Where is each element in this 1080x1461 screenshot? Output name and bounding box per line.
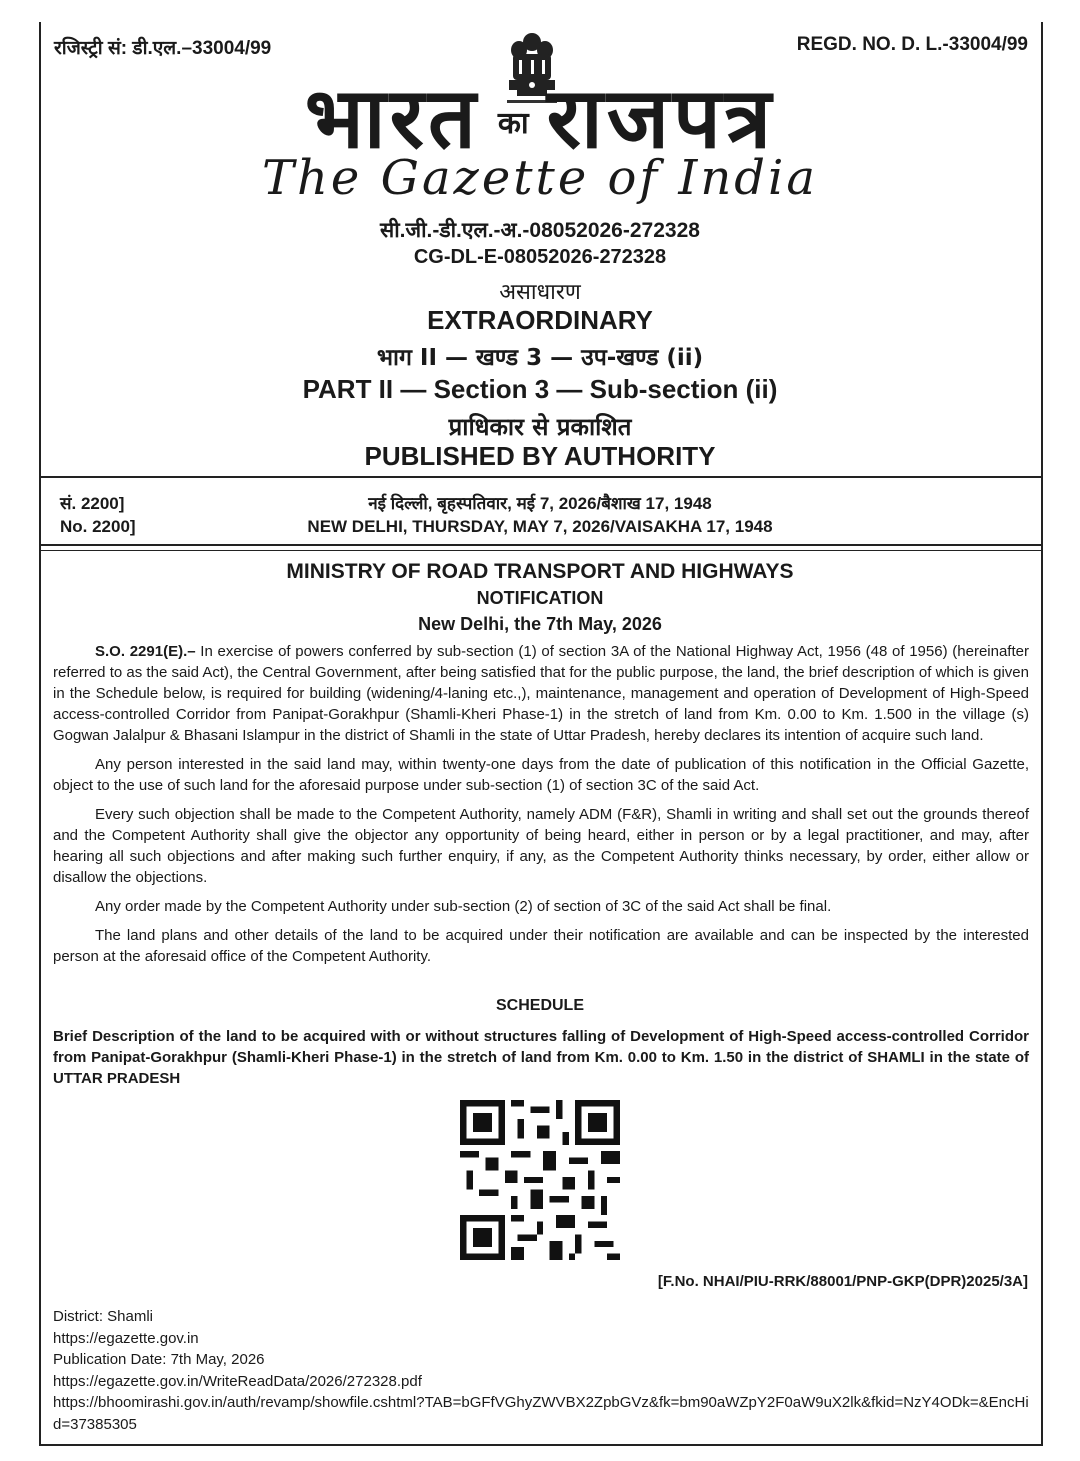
gazette-title-english: The Gazette of India — [262, 150, 818, 206]
paragraph-1 — [53, 641, 1029, 746]
issue-number-hindi: सं. 2200] — [60, 494, 125, 513]
file-number: [F.No. NHAI/PIU-RRK/88001/PNP-GKP(DPR)2025/3A] — [657, 1273, 1028, 1290]
published-by-authority: PUBLISHED BY AUTHORITY — [364, 441, 716, 471]
part-section: PART II — Section 3 — Sub-section (ii) — [302, 374, 778, 404]
paragraph-2: Any person interested in the said land may, within twenty-one days from the date of publication of this notification in the Official Gazette, object to the use of such land for the aforesaid purpose under sub-section (1) of section 3C of the said Act. — [53, 756, 1029, 794]
title-rajpatra: राजपत्र — [546, 69, 776, 167]
extraordinary-label: EXTRAORDINARY — [427, 305, 653, 335]
title-ka: का — [497, 106, 529, 142]
footer-district: District: Shamli — [53, 1308, 154, 1325]
part-section-hindi: भाग II — खण्ड 3 — उप-खण्ड (ii) — [376, 345, 704, 371]
issue-date: NEW DELHI, THURSDAY, MAY 7, 2026/VAISAKHA 17, 1948 — [307, 517, 773, 536]
extraordinary-hindi: असाधारण — [499, 280, 581, 305]
paragraph-5: The land plans and other details of the land to be acquired under their notification are available and can be inspected by the interested person at the aforesaid office of the Competent Authority. — [53, 927, 1029, 965]
registry-number: REGD. NO. D. L.-33004/99 — [796, 34, 1028, 55]
registry-number-hindi: रजिस्ट्री सं: डी.एल.–33004/99 — [54, 38, 272, 59]
qr-code-icon — [460, 1100, 620, 1260]
paragraph-4: Any order made by the Competent Authority under sub-section (2) of section of 3C of the said Act shall be final. — [95, 898, 832, 915]
issue-number: No. 2200] — [60, 517, 136, 536]
paragraph-3: Every such objection shall be made to the Competent Authority, namely ADM (F&R), Shamli in writing and shall set out the grounds thereof and the Competent Authority shall give the objector any opportunity of being heard, either in person or by a legal practitioner, and may, after hearing all such objections and after making such further enquiry, if any, as the Competent Authority thinks necessary, by order, either allow or disallow the objections. — [53, 806, 1029, 886]
title-bharat: भारत — [304, 69, 480, 167]
footer-publication-date: Publication Date: 7th May, 2026 — [53, 1351, 265, 1368]
issue-divider-top — [39, 544, 1043, 546]
notification-place-date: New Delhi, the 7th May, 2026 — [418, 614, 662, 634]
footer-pdf-link[interactable]: https://egazette.gov.in/WriteReadData/2026/272328.pdf — [53, 1372, 422, 1390]
paragraph-1-text: In exercise of powers conferred by sub-section (1) of section 3A of the National Highway Act, 1956 (48 of 1956) (hereinafter referred to as the said Act), the Central Government, after being satisfied that for the public purpose, the land, the brief description of which is given in the Schedule below, is required for building (widening/4-laning etc.,), maintenance, management and operation of Development of High-Speed access-controlled Corridor from Panipat-Gorakhpur (Shamli-Kheri Phase-1) in the stretch of land from Km. 0.00 to Km. 1.500 in the village (s) Gogwan Jalalpur & Bhasani Islampur in the district of Shamli in the state of Uttar Pradesh, hereby declares its intention of acquire such land. — [53, 643, 1029, 744]
schedule-description: Brief Description of the land to be acquired with or without structures falling of Development of High-Speed access-controlled Corridor from Panipat-Gorakhpur (Shamli-Kheri Phase-1) in the stretch of land from Km. 0.00 to Km. 1.50 in the district of SHAMLI in the state of UTTAR PRADESH — [53, 1028, 1029, 1087]
footer-info — [53, 1306, 1033, 1435]
footer-site-link[interactable]: https://egazette.gov.in — [53, 1329, 199, 1347]
notification-body — [53, 641, 1029, 975]
issue-divider-bottom — [39, 550, 1043, 551]
issue-date-hindi: नई दिल्ली, बृहस्पतिवार, मई 7, 2026/बैशाख 17, 1948 — [368, 494, 712, 513]
so-number: S.O. 2291(E).– — [95, 643, 196, 660]
ministry-heading: MINISTRY OF ROAD TRANSPORT AND HIGHWAYS — [286, 560, 794, 583]
notification-heading: NOTIFICATION — [476, 588, 604, 608]
gazette-code-hindi: सी.जी.-डी.एल.-अ.-08052026-272328 — [380, 219, 700, 242]
masthead-divider — [39, 476, 1043, 478]
published-by-authority-hindi: प्राधिकार से प्रकाशित — [448, 413, 632, 441]
footer-bhoomirashi-link[interactable]: https://bhoomirashi.gov.in/auth/revamp/showfile.cshtml?TAB=bGFfVGhyZWVBX2ZpbGVz&fk=bm90aWZpY2F0aW9uX2lk&fkid=NzY4ODk=&EncHid=37385305 — [53, 1394, 1029, 1433]
gazette-code: CG-DL-E-08052026-272328 — [413, 246, 667, 268]
schedule-heading: SCHEDULE — [495, 997, 584, 1014]
